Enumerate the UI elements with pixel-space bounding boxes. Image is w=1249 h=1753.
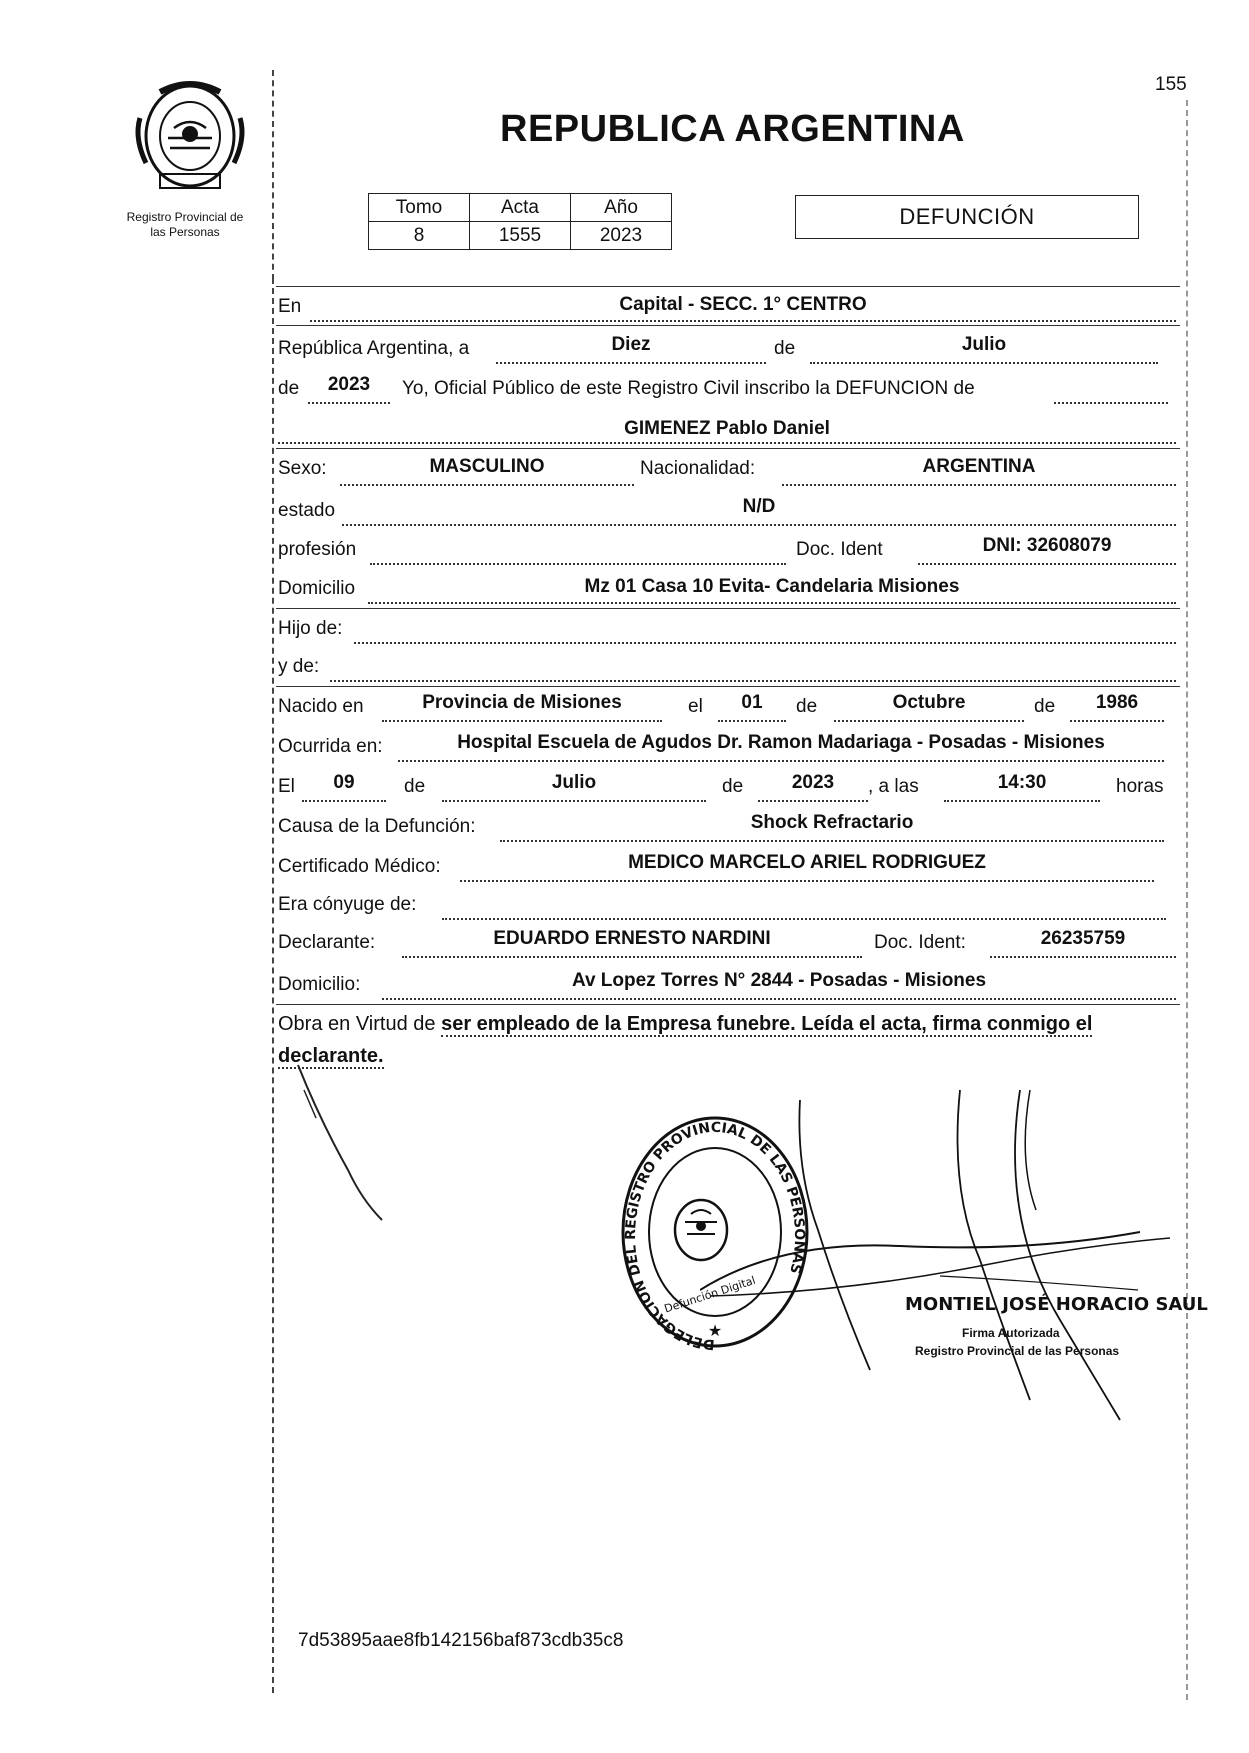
- death-month: Julio: [551, 772, 597, 793]
- row-domicilio: [278, 572, 1176, 604]
- row-name: [278, 412, 1176, 444]
- row-en: [278, 290, 1176, 322]
- province-seal-icon: [130, 78, 250, 196]
- signer-name: MONTIEL JOSÉ HORACIO SAUL: [905, 1294, 1208, 1315]
- year-value: 2023: [327, 374, 371, 395]
- month-value: Julio: [961, 334, 1007, 355]
- domicilio-value: Mz 01 Casa 10 Evita- Candelaria Misiones: [584, 576, 960, 597]
- birth-month: Octubre: [892, 692, 966, 713]
- nacido-label: Nacido en: [278, 696, 364, 717]
- acta-header: Acta: [470, 194, 571, 222]
- el-label: el: [688, 696, 703, 717]
- birth-year: 1986: [1095, 692, 1139, 713]
- nacionalidad-value: ARGENTINA: [922, 456, 1036, 477]
- obra-label: Obra en Virtud de: [278, 1013, 436, 1035]
- horas-label: horas: [1116, 776, 1164, 797]
- sexo-label: Sexo:: [278, 458, 327, 479]
- republica-label: República Argentina, a: [278, 338, 470, 359]
- death-day: 09: [333, 772, 355, 793]
- header-rule: [276, 286, 1180, 287]
- page-number: 155: [1155, 74, 1187, 95]
- yde-label: y de:: [278, 656, 320, 677]
- row-causa: [278, 810, 1176, 842]
- left-border: [272, 278, 274, 1693]
- de-death-year-label: de: [722, 776, 744, 797]
- el2-label: El: [278, 776, 295, 797]
- row-nacido: [278, 690, 1176, 722]
- domicilio2-label: Domicilio:: [278, 974, 361, 995]
- de-label: de: [774, 338, 796, 359]
- row-sexo: [278, 452, 1176, 484]
- estado-label: estado: [278, 500, 336, 521]
- obra-text: [278, 1008, 1178, 1072]
- stamp-ring-text: DELEGACION DEL REGISTRO PROVINCIAL DE LAS PERSONAS: [622, 1119, 808, 1353]
- doc2-value: 26235759: [1040, 928, 1126, 949]
- row-hijo: [278, 612, 1176, 644]
- declarante-label: Declarante:: [278, 932, 376, 953]
- causa-label: Causa de la Defunción:: [278, 816, 476, 837]
- nacido-value: Provincia de Misiones: [422, 692, 622, 713]
- row-profesion: [278, 533, 1176, 565]
- row-domicilio2: [278, 968, 1176, 1000]
- obra-value: ser empleado de la Empresa funebre. Leída el acta, firma conmigo el declarante.: [278, 1013, 1093, 1067]
- record-type-box: DEFUNCIÓN: [795, 195, 1139, 239]
- nacionalidad-label: Nacionalidad:: [640, 458, 756, 479]
- signer-role: Firma Autorizada: [962, 1326, 1060, 1340]
- row-estado: [278, 494, 1176, 526]
- alas-label: , a las: [868, 776, 919, 797]
- de-birth-year-label: de: [1034, 696, 1056, 717]
- page-title: REPUBLICA ARGENTINA: [500, 108, 965, 150]
- stamp-inner-text: Defunción Digital: [662, 1273, 758, 1316]
- day-value: Diez: [611, 334, 651, 355]
- row-yde: [278, 650, 1176, 682]
- right-border: [1186, 100, 1188, 1700]
- row-declarante: [278, 926, 1176, 958]
- profesion-label: profesión: [278, 539, 357, 560]
- registry-label: Registro Provincial de las Personas: [126, 210, 244, 239]
- row-ocurrida: [278, 730, 1176, 762]
- de-year-label: de: [278, 378, 300, 399]
- signature-mark: [700, 1070, 1170, 1450]
- row-conyuge: [278, 888, 1176, 920]
- ocurrida-label: Ocurrida en:: [278, 736, 383, 757]
- row-death-date: [278, 770, 1176, 802]
- en-label: En: [278, 296, 302, 317]
- row-date: [278, 332, 1176, 364]
- doc-value: DNI: 32608079: [982, 535, 1112, 556]
- sexo-value: MASCULINO: [429, 456, 545, 477]
- row-inscribo: [278, 374, 1176, 406]
- conyuge-label: Era cónyuge de:: [278, 894, 417, 915]
- en-value: Capital - SECC. 1° CENTRO: [619, 294, 867, 315]
- hijo-label: Hijo de:: [278, 618, 343, 639]
- de-death-month-label: de: [404, 776, 426, 797]
- domicilio-label: Domicilio: [278, 578, 356, 599]
- ocurrida-value: Hospital Escuela de Agudos Dr. Ramon Madariaga - Posadas - Misiones: [457, 732, 1105, 753]
- domicilio2-value: Av Lopez Torres N° 2844 - Posadas - Misiones: [571, 970, 987, 991]
- de-birth-month-label: de: [796, 696, 818, 717]
- acta-value: 1555: [470, 222, 571, 250]
- estado-value: N/D: [742, 496, 776, 517]
- inscribo-text: Yo, Oficial Público de este Registro Civil inscribo la DEFUNCION de: [402, 378, 975, 399]
- birth-day: 01: [741, 692, 763, 713]
- signer-org: Registro Provincial de las Personas: [915, 1344, 1120, 1358]
- left-border-top: [272, 70, 274, 280]
- anio-header: Año: [571, 194, 672, 222]
- declarante-value: EDUARDO ERNESTO NARDINI: [493, 928, 771, 949]
- doc-label: Doc. Ident: [796, 539, 883, 560]
- tomo-header: Tomo: [369, 194, 470, 222]
- name-value: GIMENEZ Pablo Daniel: [624, 418, 830, 439]
- death-time: 14:30: [997, 772, 1047, 793]
- death-year: 2023: [791, 772, 835, 793]
- document-hash: 7d53895aae8fb142156baf873cdb35c8: [298, 1630, 624, 1651]
- certificado-value: MEDICO MARCELO ARIEL RODRIGUEZ: [628, 852, 986, 873]
- record-table: [368, 193, 672, 250]
- row-certificado: [278, 850, 1176, 882]
- causa-value: Shock Refractario: [750, 812, 914, 833]
- doc2-label: Doc. Ident:: [874, 932, 966, 953]
- svg-text:★: ★: [707, 1323, 723, 1340]
- certificado-label: Certificado Médico:: [278, 856, 441, 877]
- anio-value: 2023: [571, 222, 672, 250]
- cancel-stroke: [290, 1060, 410, 1230]
- tomo-value: 8: [369, 222, 470, 250]
